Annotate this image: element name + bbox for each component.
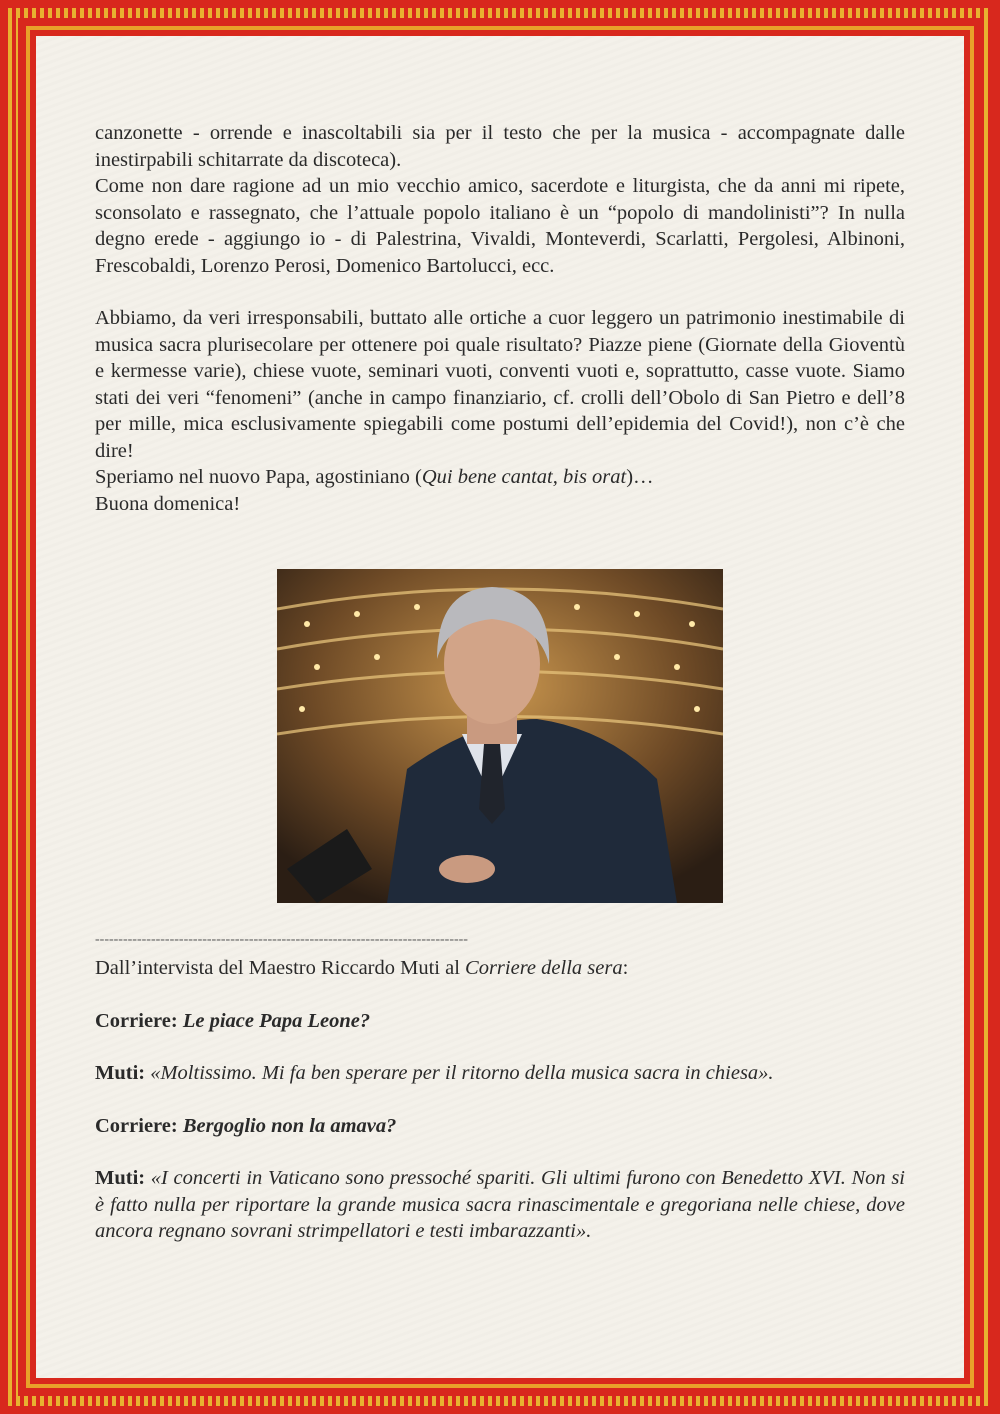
paragraph-4: [95, 464, 905, 491]
photo-riccardo-muti: [277, 569, 723, 903]
paragraph-5: Buona domenica!: [95, 492, 241, 515]
paragraph-3: Abbiamo, da veri irresponsabili, buttato alle ortiche a cuor leggero un patrimonio inestimabile di musica sacra plurisecolare per ottenere poi quale risultato? Piazze piene (Giornate della Gioventù e kermesse varie), chiese vuote, seminari vuoti, conventi vuoti e, soprattutto, casse vuote. Siamo stati dei veri “fenomeni” (anche in campo finanziario, cf. crolli dell’Obolo di San Pietro e dell’8 per mille, mica esclusivamente spiegabili come postumi dell’epidemia del Covid!), non c’è che dire!: [95, 307, 905, 462]
speaker-muti: Muti:: [95, 1167, 146, 1189]
intro-prefix: Dall’intervista del Maestro Riccardo Muti al: [95, 957, 466, 979]
paragraph-1: canzonette - orrende e inascoltabili sia per il testo che per la musica - accompagnate dalle inestirpabili schitarrate da discoteca).: [95, 122, 905, 171]
section-separator: --------------------------------------------------------------------------------: [95, 932, 468, 947]
photo-illustration: [277, 569, 723, 903]
spacer: [95, 279, 905, 305]
interview-intro: [95, 955, 905, 982]
speaker-corriere: Corriere:: [95, 1114, 178, 1137]
paragraph-2: Come non dare ragione ad un mio vecchio amico, sacerdote e liturgista, che da anni mi ripete, sconsolato e rassegnato, che l’attuale popolo italiano è un “popolo di mandolinisti”? In nulla degno erede - aggiungo io - di Palestrina, Vivaldi, Monteverdi, Scarlatti, Pergolesi, Albinoni, Frescobaldi, Lorenzo Perosi, Domenico Bartolucci, ecc.: [95, 175, 905, 277]
speaker-corriere: Corriere:: [95, 1009, 178, 1032]
spacer: [95, 1034, 905, 1060]
article-body: [95, 120, 905, 517]
intro-suffix: :: [622, 957, 629, 979]
interview-section: [95, 955, 905, 1245]
question-2: [95, 1113, 905, 1140]
p4-prefix: Speriamo nel nuovo Papa, agostiniano (: [95, 466, 422, 488]
spacer: [95, 1087, 905, 1113]
question-text: Bergoglio non la amava?: [182, 1114, 397, 1137]
answer-text: «I concerti in Vaticano sono pressoché spariti. Gli ultimi furono con Benedetto XVI. Non si è fatto nulla per riportare la grande musica sacra rinascimentale e gregoriana nelle chiese, dove ancora regnano sovrani strimpellatori e testi imbarazzanti».: [95, 1167, 906, 1242]
speaker-muti: Muti:: [95, 1062, 146, 1084]
question-text: Le piace Papa Leone?: [182, 1009, 371, 1032]
spacer: [95, 1139, 905, 1165]
p4-suffix: )…: [626, 466, 654, 488]
answer-2: [95, 1165, 905, 1245]
latin-motto: Qui bene cantat, bis orat: [421, 466, 627, 488]
question-1: [95, 1008, 905, 1035]
answer-1: [95, 1060, 905, 1087]
newspaper-name: Corriere della sera: [465, 957, 623, 979]
spacer: [95, 982, 905, 1008]
answer-text: «Moltissimo. Mi fa ben sperare per il ritorno della musica sacra in chiesa».: [150, 1062, 774, 1084]
